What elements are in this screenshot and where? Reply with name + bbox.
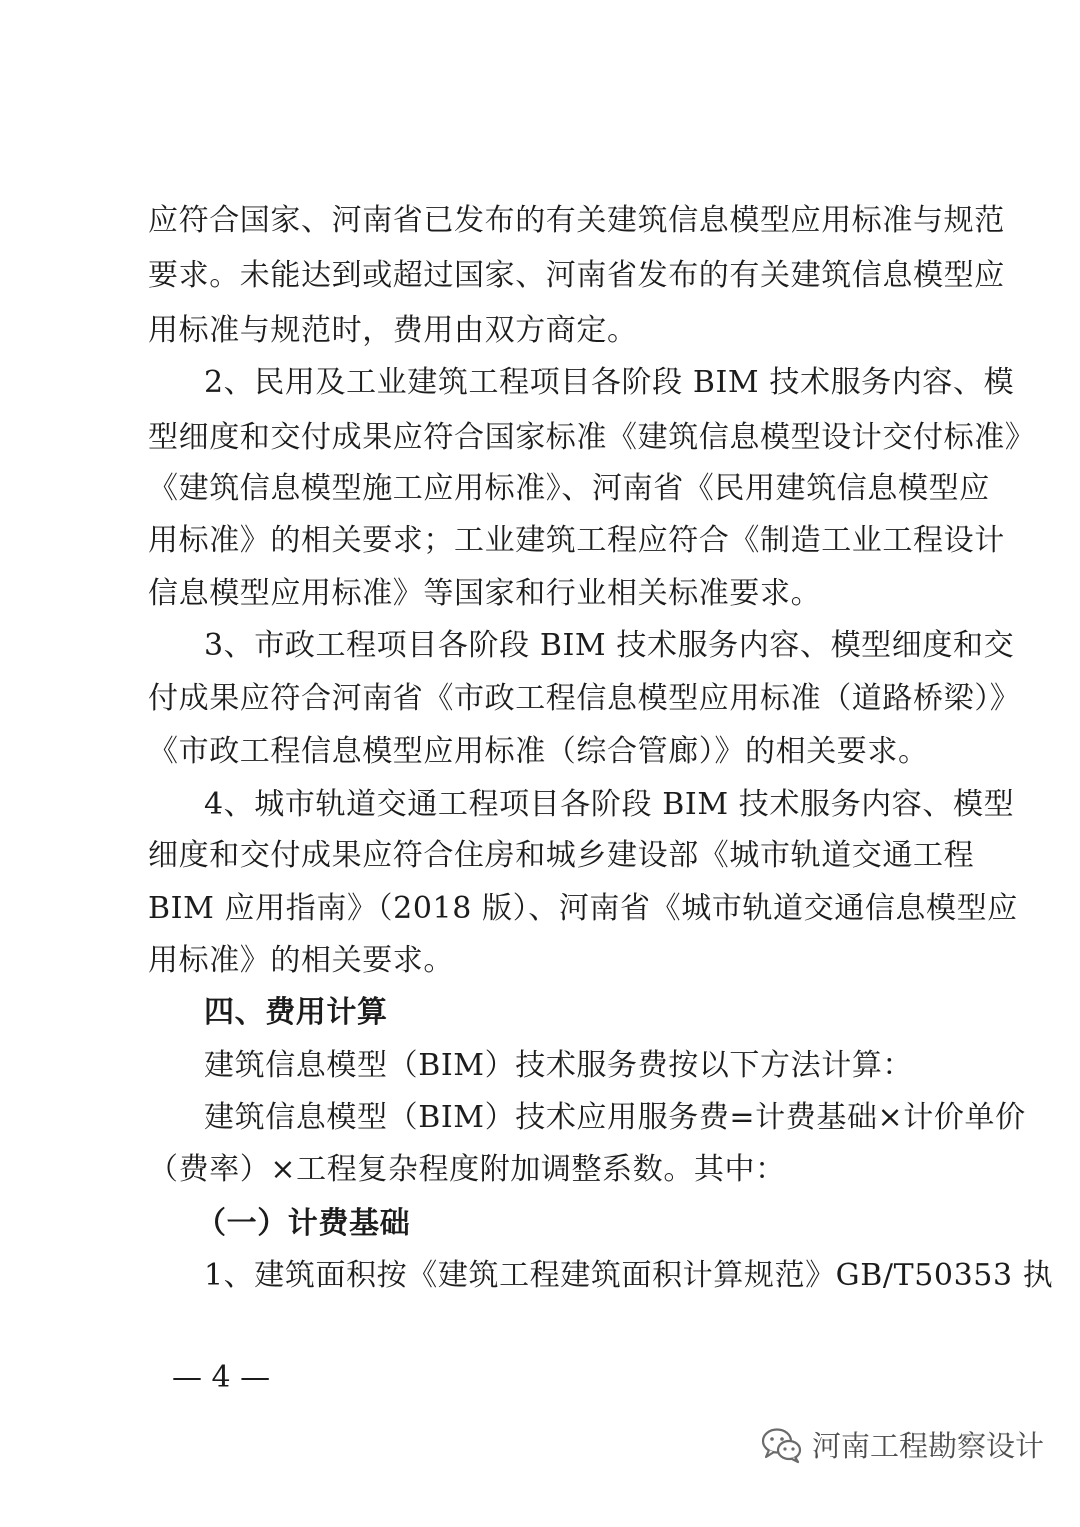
text-line: 2、民用及工业建筑工程项目各阶段 BIM 技术服务内容、模 bbox=[204, 365, 1015, 400]
text-line: 用标准》的相关要求；工业建筑工程应符合《制造工业工程设计 bbox=[148, 523, 1005, 558]
text-line: 建筑信息模型（BIM）技术服务费按以下方法计算： bbox=[204, 1048, 914, 1083]
text-line: 1、建筑面积按《建筑工程建筑面积计算规范》GB/T50353 执 bbox=[204, 1258, 1054, 1293]
text-line: 3、市政工程项目各阶段 BIM 技术服务内容、模型细度和交 bbox=[204, 628, 1015, 663]
text-line: 4、城市轨道交通工程项目各阶段 BIM 技术服务内容、模型 bbox=[204, 787, 1015, 822]
text-line: 建筑信息模型（BIM）技术应用服务费=计费基础×计价单价 bbox=[204, 1100, 1026, 1135]
text-line: 要求。未能达到或超过国家、河南省发布的有关建筑信息模型应 bbox=[148, 258, 1005, 293]
page-number: — 4 — bbox=[172, 1360, 271, 1395]
text-line: 《市政工程信息模型应用标准（综合管廊）》的相关要求。 bbox=[148, 734, 929, 769]
text-line: 用标准与规范时，费用由双方商定。 bbox=[148, 313, 638, 348]
text-line: （费率）×工程复杂程度附加调整系数。其中： bbox=[148, 1152, 786, 1187]
text-line: BIM 应用指南》（2018 版）、河南省《城市轨道交通信息模型应 bbox=[148, 891, 1018, 926]
text-line: 应符合国家、河南省已发布的有关建筑信息模型应用标准与规范 bbox=[148, 203, 1005, 238]
text-line: 付成果应符合河南省《市政工程信息模型应用标准（道路桥梁）》 bbox=[148, 681, 1021, 716]
wechat-icon bbox=[760, 1425, 804, 1465]
text-line: 《建筑信息模型施工应用标准》、河南省《民用建筑信息模型应 bbox=[148, 471, 990, 506]
text-line: 用标准》的相关要求。 bbox=[148, 943, 454, 978]
subsection-heading: （一）计费基础 bbox=[196, 1206, 411, 1241]
text-line: 型细度和交付成果应符合国家标准《建筑信息模型设计交付标准》 bbox=[148, 420, 1036, 455]
section-heading: 四、费用计算 bbox=[204, 995, 388, 1030]
watermark bbox=[760, 1424, 1044, 1465]
watermark-text: 河南工程勘察设计 bbox=[811, 1429, 1044, 1463]
text-line: 细度和交付成果应符合住房和城乡建设部《城市轨道交通工程 bbox=[148, 838, 975, 873]
text-line: 信息模型应用标准》等国家和行业相关标准要求。 bbox=[148, 576, 822, 611]
